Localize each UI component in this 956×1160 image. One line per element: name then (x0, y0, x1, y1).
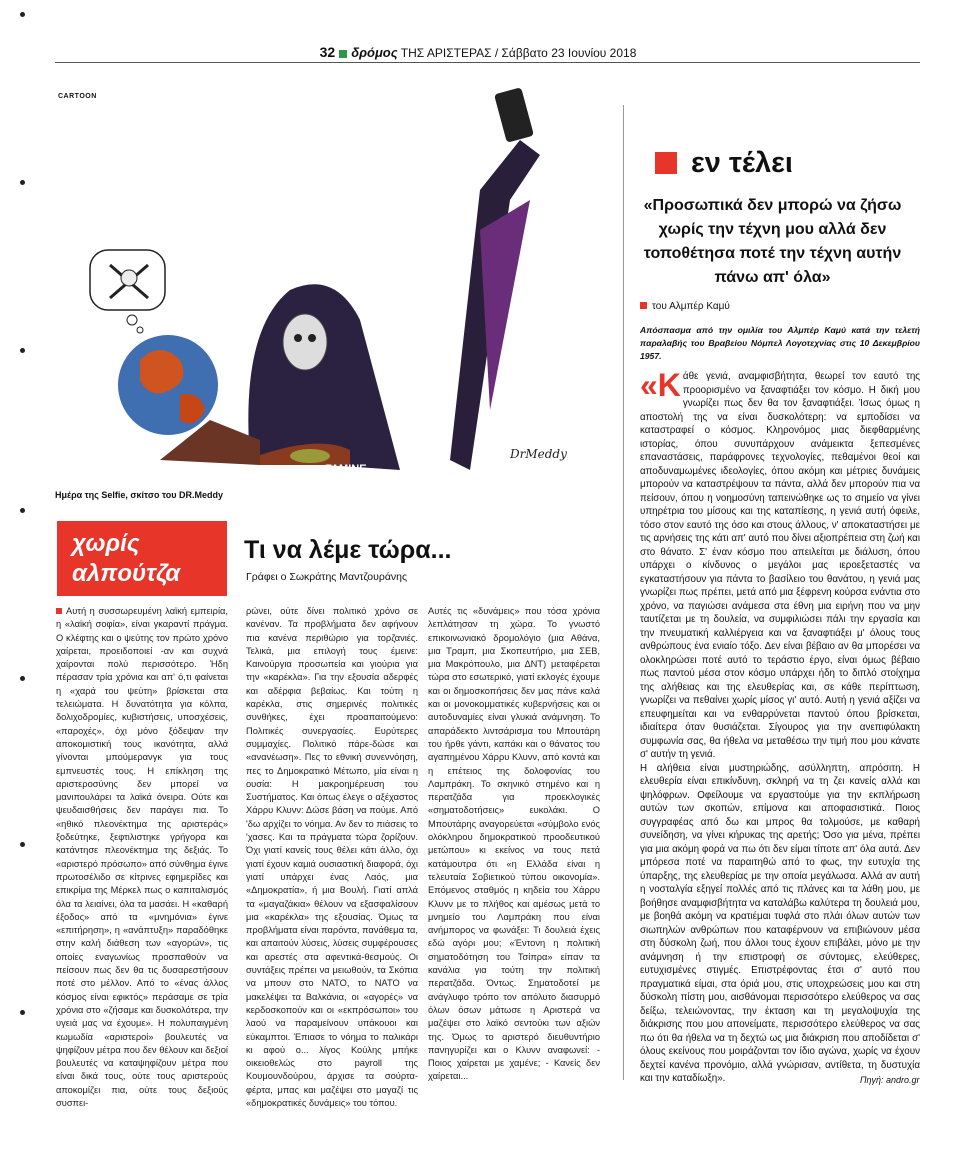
green-square-icon (339, 50, 347, 58)
brand-name: δρόμος (351, 45, 398, 60)
author-name: του Αλμπέρ Καμύ (652, 301, 730, 312)
cartoon-caption: Ημέρα της Selfie, σκίτσο του DR.Meddy (55, 490, 223, 500)
cartoon-illustration (60, 80, 605, 480)
margin-dot (20, 508, 25, 513)
article-intro: Απόσπασμα από την ομιλία του Αλμπέρ Καμύ κατά την τελετή παραλαβής του Βραβείου Νόμπελ Λογοτεχνίας στις 10 Δεκεμβρίου 1957. (640, 325, 920, 361)
red-square-icon (655, 152, 677, 174)
column-logo-line1: χωρίς (72, 530, 140, 557)
author-line (640, 301, 730, 312)
article-column-1 (56, 605, 228, 1110)
margin-dot (20, 180, 25, 185)
article-column-3 (428, 605, 600, 1084)
paragraph: Η αλήθεια είναι μυστηριώδης, ασύλληπτη, απρόσιτη. Η ελευθερία είναι επικίνδυνη, σκληρή να τη ζει κανείς αλλά και ψηλόφρων. Οφείλουμε να εργαστούμε για την εκπλήρωση αυτών των σκοπών, επίμονα και αποφασιστικά. Ποιος συγγραφέας από δω και μπρος θα τολμούσε, με καθαρή συνείδηση, να γίνει κήρυκας της αρετής; Όσο για μένα, πρέπει για μια ακόμη φορά να πω ότι δεν είμαι τίποτε απ' όλα αυτά. Δεν μπόρεσα ποτέ να παραιτηθώ από το φως, την ευτυχία της ύπαρξης, της ελευθερίας με την οποία μεγάλωσα. Αλλά αν αυτή η νοσταλγία εξηγεί πολλές από τις πλάνες και τα λάθη μου, με βοήθησε αναμφισβήτητα να καταλάβω καλύτερα τη δουλειά μου, με βοηθά ακόμη να κρατιέμαι τυφλά στο πλάι όλων αυτών των σιωπηλών ανθρώπων που καταφέρνουν να επιβιώνουν μέσα στη δύσκολη ζωή, που άλλοι τους έχουν επιβάλει, μόνο με την ανάμνηση ή την επιστροφή σε σύντομες, ελεύθερες, ευτυχισμένες στιγμές. Επιστρέφοντας έτσι σ' αυτό που πραγματικά είμαι, στα όριά μου, στις υποχρεώσεις μου και στη δύσκολη πίστη μου, αισθάνομαι περισσότερο ελεύθερος να σας δείξω, τελειώνοντας, την έκταση και τη μεγαλοψυχία της διάκρισης που μου απονείματε, περισσότερο ελεύθερος να σας πω ότι θα ήθελα να τη δεχτώ ως μια διάκριση που αποδίδεται σ' όλους εκείνους που μοιράζονται τον ίδιο αγώνα, χωρίς να έχουν δεχτεί κανένα προνόμιο, αλλά γνώρισαν, αντίθετα, τη δυστυχία και την καταδίωξη». (640, 762, 920, 1084)
cartoonist-signature: DrMeddy (510, 447, 567, 461)
article-byline: Γράφει ο Σωκράτης Μαντζουράνης (246, 571, 408, 583)
page-header: 32 δρόμος ΤΗΣ ΑΡΙΣΤΕΡΑΣ / Σάββατο 23 Ιουνίου 2018 (319, 44, 637, 60)
column-divider (623, 105, 624, 1080)
reaper-figure (248, 284, 400, 470)
red-bullet-icon (640, 302, 647, 309)
header-rule (55, 62, 920, 63)
brand-rest: ΤΗΣ ΑΡΙΣΤΕΡΑΣ (400, 46, 492, 60)
bowl (290, 449, 330, 463)
article-title: Τι να λέμε τώρα... (244, 536, 452, 564)
column-logo-line2: αλπούτζα (72, 560, 181, 587)
margin-dot (20, 348, 25, 353)
margin-dot (20, 676, 25, 681)
headline-quote: «Προσωπικά δεν μπορώ να ζήσω χωρίς την τέχνη μου αλλά δεν τοποθέτησα ποτέ την τέχνη αυτήν πάνω απ' όλα» (643, 197, 902, 286)
source-credit: Πηγή: andro.gr (860, 1075, 920, 1085)
drop-cap: «Κ (640, 367, 681, 403)
paragraph: άθε γενιά, αναμφισβήτητα, θεωρεί τον εαυτό της προορισμένο να ξαναφτιάξει τον κόσμο. Η δική μου γνωρίζει πως δεν θα τον ξαναφτιάξει. Ίσως όμως η αποστολή της να είναι δυσκολότερη: να εμποδίσει να καταστραφεί ο κόσμος. Κληρονόμος μιας διεφθαρμένης ιστορίας, όπου συνυπάρχουν ανάμεικτα ξεπεσμένες επαναστάσεις, παράφρονες τεχνολογίες, πεθαμένοι θεοί και αποδυναμωμένες ιδεολογίες, όπου ακόμη και μέτριες δυνάμεις μπορούν να καταστρέψουν τα πάντα, αλλά δεν μπορούν πια να πείσουν, όπου η νοημοσύνη ταπεινώθηκε ως το σημείο να γίνει υπηρέτρια του μίσους και της καταπίεσης, η γενιά αυτή όφειλε, τόσο στον εαυτό της όσο και στους άλλους, ν' αποκαταστήσει με τις αρνήσεις της κάτι απ' αυτό που δίνει αξιοπρέπεια στη ζωή και στο θάνατο. Σ' έναν κόσμο που απειλείται με διάλυση, όπου υπάρχει ο κίνδυνος ο μεγάλοι μας ιεροεξεταστές να εγκαταστήσουν για πάντα το βασίλειο του θανάτου, η γενιά μας γνωρίζει πως πρέπει, μετά από μια ξέφρενη κούρσα ενάντια στο χρόνο, να παγιώσει ανάμεσα στα έθνη μια ειρήνη που να μην ταυτίζεται με τη δουλεία, να συμφιλιώσει πάλι την εργασία και την πνευματική καλλιέργεια και να ξαναφτιάξει μ' όλους τους ανθρώπους ένα ενιαίο τόξο. Δεν είναι βέβαιο αν θα μπορέσει να ολοκληρώσει ποτέ αυτό το τεράστιο έργο, είναι όμως βέβαιο πως παντού μέσα στον κόσμο υπάρχει ήδη το διπλό στοίχημα της αλήθειας και της ελευθερίας και, σε κάθε περίπτωση, γνωρίζει να πεθαίνει χωρίς μίσος γι' αυτό. Αυτή η γενιά αξίζει να επευφημείται και να ενθαρρύνεται παντού όπου βρίσκεται, ιδιαίτερα όταν θυσιάζεται. Σίγουρος για την ανεπιφύλακτη συμφωνία σας, θα ήθελα να μεταθέσω την τιμή που μου κάνατε σ' αυτήν τη γενιά. (640, 371, 920, 760)
camus-article-body (640, 367, 920, 1086)
issue-date: Σάββατο 23 Ιουνίου 2018 (501, 46, 637, 60)
margin-dot (20, 842, 25, 847)
column-text: Αυτές τις «δυνάμεις» που τόσα χρόνια λεπλάτησαν τη χώρα. Το γνωστό επικοινωνιακό δρομολόγιο (μια Αθάνα, μια Τραμπ, μια Σκοπευτήριο, μια ΣΕΒ, μια Μακρόπουλο, μια ΔΝΤ) μεταφέρεται τώρα στο εσωτερικό, γιατί εκλογές έχουμε και οι δημοσκοπήσεις δεν μας πάνε καλά και οι μονοκομματικές κυβερνήσεις και οι αυτοδυναμίες είναι γλυκιά ανάμνηση. Το απαράδεκτο λιντσάρισμα του Μπουτάρη του ήρθε γάντι, καπάκι και ο θάνατος του αγαπημένου Χάρρυ Κλυνν, από κοντά και η επέτειος της δολοφονίας του Λαμπράκη. Το σκηνικό στημένο και η περατζάδα για προεκλογικές «σηματοδοτήσεις» ευκολάκι. Ο Μπουτάρης αναγορεύεται «σύμβολο ενός ολόκληρου δημοκρατικού προοδευτικού μετώπου» κι εκείνος να τους πετά κατάμουτρα ότι «η Ελλάδα είναι η τελευταία Σοβιετικού τύπου οικονομία». Επόμενος σταθμός η κηδεία του Χάρρυ Κλυνν με το πλήθος και αμέσως μετά το μνημείο του Λαμπράκη που είναι ανήμπορος να φωνάξει: Τι δουλειά έχεις εδώ αγόρι μου; «Έντονη η πολιτική σηματοδότηση του Τσίπρα» είπαν τα κανάλια για τούτη την πολιτική περατζάδα. Όντως. Σηματοδοτεί με ανάγλυφο τρόπο τον απόλυτο διασυρμό όλων όσων μάτωσε η Αριστερά να μαζέψει στο λαϊκό σεντούκι των αξιών της. Όμως το αριστερό διευθυντήριο πανηγυρίζει και ο Κλυνν αναφωνεί: - Ποιος χαίρεται με χαμένε; - Κανείς δεν χαίρεται... (428, 606, 600, 1082)
cartoon-logo: CARTOON (58, 93, 97, 100)
margin-dot (20, 12, 25, 17)
phone-icon (494, 87, 534, 143)
red-bullet-icon (56, 608, 62, 614)
page-number: 32 (319, 44, 336, 60)
shirt-text: FAMINE (325, 463, 367, 475)
article-column-2 (246, 605, 418, 1110)
section-label: εν τέλει (691, 147, 793, 179)
skull-face (283, 314, 327, 370)
column-text: ρώνει, ούτε δίνει πολιτικό χρόνο σε κανέναν. Τα προβλήματα δεν αφήνουν πια κανένα περιθώριο για τορζανιές. Τελικά, μια επιλογή τους έμεινε: Καινούργια προσωπεία και γιούρια για την «καρέκλα». Για την εξουσία αδερφές και αδέρφια βεβαίως. Και τούτη η καρέκλα, στις σημερινές πολιτικές συνθήκες, έχει προαπαιτούμενο: Πολιτικές συνεργασίες. Ευρύτερες συμμαχίες. Πολιτικό πάρε-δώσε και «ανανέωση». Πες το εθνική συνεννόηση, πες το Δημοκρατικό Μέτωπο, μία είναι η ουσία: Η μακροημέρευση του Συστήματος. Και όπως έλεγε ο αξέχαστος Χάρρυ Κλυνν: Δώσε βάση να πούμε. Από 'δω αρχίζει το νόημα. Αν δεν το πιάσεις το 'χασες. Και τα πράγματα τώρα ζορίζουν. Όχι γιατί κανείς τους θέλει κάτι άλλο, όχι γιατί έχουν καμιά ουσιαστική διαφορά, όχι γιατί υπάρχει ένας Λαός, μια «Δημοκρατία», ή μια Βουλή. Γιατί απλά τα «μαγαζάκια» θέλουν να εξασφαλίσουν μια «καρέκλα» της εξουσίας. Όμως τα προβλήματα είναι παρόντα, πανάθεμα τα, και απαιτούν λύσεις, λύσεις συμφέρουσες και αρεστές στα αφεντικά-θεσμούς. Οι συντάξεις πρέπει να μειωθούν, τα Σκόπια να μπουν στο ΝΑΤΟ, το ΝΑΤΟ να μακελέψει τα Βαλκάνια, οι «αγορές» να κερδοσκοπούν και οι «εκπρόσωποι» του λαού να παραμείνουν υπάκουοι και εύκαμπτοι. Έπιασε το νόημα το παλικάρι κι αφού ο... λίγος Κούλης μπήκε οικειοθελώς στο payroll της Κουμουνδούρου, άρχισε τα σούρτα-φέρτα, μπας και μαζέψει στο μαγαζί τις «δημοκρατικές δυνάμεις» του τόπου. (246, 606, 418, 1108)
column-logo-box (57, 521, 227, 596)
section-heading (655, 147, 793, 180)
column-text: Αυτή η συσσωρευμένη λαϊκή εμπειρία, η «λαϊκή σοφία», είναι γκαραντί πράγμα. Ο κλέφτης και ο ψεύτης τον πρώτο χρόνο χαίρεται, προειδοποιεί -αν και συχνά χαίρονται πολύ περισσότερο. Ήδη πέρασαν τρία χρόνια και απ' ό,τι φαίνεται η «χαρά του ψεύτη» βρίσκεται στα τελειώματα. Η δυνατότητα για κόλπα, δολιχοδρομίες, κυβιστήσεις, υποσχέσεις, «παροχές», όχι μόνο ξόδεψαν την αποκομιστική τους ικανότητα, αλλά γίνονται μπούμερανγκ για τους εμπνευστές τους. Η επίκληση της αριστεροσύνης δεν μπορεί να μανιπουλάρει τα λαϊκά όνειρα. Ούτε και ψευδαισθήσεις δεν παράγει πια. Το «ηθικό πλεονέκτημα της αριστεράς» ξοδεύτηκε, ξεφτιλιστηκε γρήγορα και κατάντησε πλεονέκτημα της δεξιάς. Το «αριστερό πρόσωπο» από σύνθημα έγινε πρωτοσέλιδο σε κίτρινες εφημερίδες και επικρίμα της Μέρκελ πως ο καπιταλισμός όλα τα λειαίνει, όλα τα μασάει. Η «καθαρή έξοδος» από τα «μνημόνια» έγινε «επιτήρηση», η «ανάπτυξη» παραδόθηκε στην καλή διάθεση των «αγορών», τις οποίες εναγωνίως προσπαθούν να πείσουν πως δεν θα τις δυσαρεστήσουν ποτέ στο μέλλον. Από το «ένας άλλος κόσμος είναι εφικτός» περάσαμε σε τρία χρόνια στο «ζήσαμε και δυσκολότερα, την υγειά μας να έχουμε». Η πολυπαιγμένη κωμωδία «αριστεροί» βουλευτές να ψηφίζουν μέτρα που δεν θέλουν και δεξιοί βουλευτές να καταψηφίζουν μέτρα που είναι δικά τους, ούτε τους αριστερούς αποκομίζει πια, ούτε τους δεξιούς συσπει- (56, 606, 228, 1108)
margin-dot (20, 1010, 25, 1015)
